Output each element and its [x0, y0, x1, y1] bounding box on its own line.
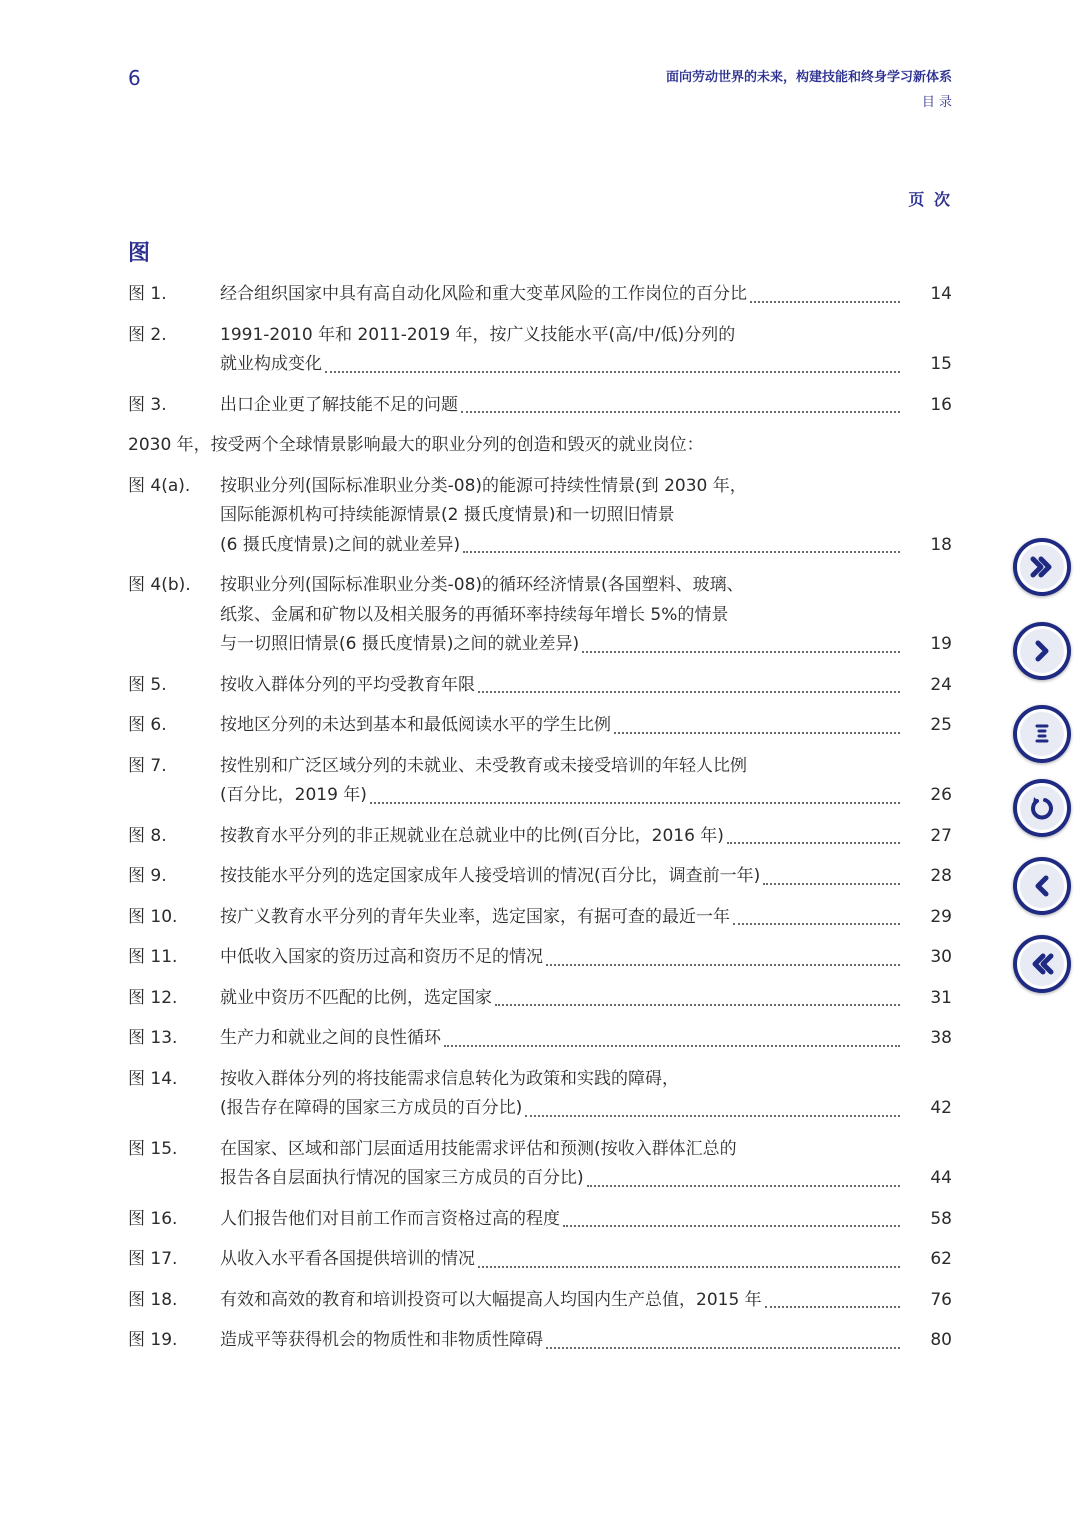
figure-title-line: 中低收入国家的资历过高和资历不足的情况 [220, 947, 543, 967]
dot-leader [495, 1002, 900, 1006]
toc-entry[interactable] [128, 671, 952, 701]
dot-leader [525, 1113, 900, 1117]
page-ref[interactable]: 28 [930, 866, 952, 886]
figure-title-line: (6 摄氏度情景)之间的就业差异) [220, 534, 461, 555]
figure-label: 图 4(b). [128, 575, 191, 595]
figure-label: 图 6. [128, 715, 167, 735]
page-column-label: 页 次 [908, 190, 952, 209]
figure-title-line: 按教育水平分列的非正规就业在总就业中的比例(百分比，2016 年) [220, 825, 724, 846]
dot-leader [587, 1183, 900, 1187]
figure-title-line: 与一切照旧情景(6 摄氏度情景)之间的就业差异) [220, 634, 580, 654]
figure-title-line: 就业中资历不匹配的比例，选定国家 [220, 987, 492, 1008]
dot-leader [614, 730, 900, 734]
figure-title-line: 按收入群体分列的将技能需求信息转化为政策和实践的障碍， [220, 1068, 679, 1089]
double-chevron-right-icon [1026, 551, 1058, 583]
page-ref[interactable]: 76 [930, 1289, 952, 1310]
figure-title-line: 按职业分列(国际标准职业分类-08)的循环经济情景(各国塑料、玻璃、 [220, 575, 744, 595]
figure-title-line: 按地区分列的未达到基本和最低阅读水平的学生比例 [220, 715, 611, 735]
dot-leader [546, 962, 900, 966]
figure-title-line: 出口企业更了解技能不足的问题 [220, 394, 458, 415]
page-ref[interactable]: 29 [930, 906, 952, 927]
table-of-contents-button[interactable] [1013, 705, 1071, 763]
figure-title-line: 报告各自层面执行情况的国家三方成员的百分比) [220, 1168, 584, 1188]
toc-group-note: 2030 年，按受两个全球情景影响最大的职业分列的创造和毁灭的就业岗位： [128, 435, 704, 455]
dot-leader [750, 299, 900, 303]
toc-entry[interactable] [128, 1245, 952, 1275]
dot-leader [546, 1345, 900, 1349]
page-ref[interactable]: 58 [930, 1208, 952, 1229]
dot-leader [727, 840, 900, 844]
toc-entry[interactable] [128, 984, 952, 1014]
dot-leader [478, 1264, 900, 1268]
chevron-left-icon [1026, 870, 1058, 902]
figure-label: 图 5. [128, 674, 167, 695]
dot-leader [582, 649, 900, 653]
figure-label: 图 2. [128, 324, 167, 345]
figure-label: 图 8. [128, 825, 167, 846]
dot-leader [370, 800, 900, 804]
page-ref[interactable]: 26 [930, 785, 952, 805]
toc-entry[interactable] [128, 1326, 952, 1356]
page-ref[interactable]: 38 [930, 1028, 952, 1048]
figure-title-line: 经合组织国家中具有高自动化风险和重大变革风险的工作岗位的百分比 [220, 284, 747, 304]
section-title: 图 [128, 241, 151, 266]
figure-title-line: (百分比，2019 年) [220, 785, 367, 805]
dot-leader [733, 921, 900, 925]
figure-label: 图 17. [128, 1249, 178, 1269]
figure-label: 图 9. [128, 866, 167, 886]
page-ref[interactable]: 80 [930, 1330, 952, 1350]
page-ref[interactable]: 30 [930, 947, 952, 967]
figure-title-line: 按性别和广泛区域分列的未就业、未受教育或未接受培训的年轻人比例 [220, 755, 747, 776]
figure-title-line: 按广义教育水平分列的青年失业率，选定国家，有据可查的最近一年 [220, 906, 730, 927]
toc-entry[interactable] [128, 1286, 952, 1316]
figure-title-line: 纸浆、金属和矿物以及相关服务的再循环率持续每年增长 5%的情景 [220, 604, 729, 625]
header-subtitle: 目 录 [921, 95, 952, 110]
figure-title-line: 人们报告他们对目前工作而言资格过高的程度 [220, 1208, 560, 1229]
figure-label: 图 12. [128, 987, 178, 1008]
dot-leader [478, 689, 900, 693]
figure-title-line: 有效和高效的教育和培训投资可以大幅提高人均国内生产总值，2015 年 [220, 1289, 762, 1310]
return-icon [1026, 792, 1058, 824]
toc-entry[interactable] [128, 862, 952, 892]
figure-title-line: 就业构成变化 [220, 354, 322, 374]
figure-title-line: 按技能水平分列的选定国家成年人接受培训的情况(百分比，调查前一年) [220, 866, 761, 886]
dot-leader [765, 1304, 900, 1308]
page-ref[interactable]: 62 [930, 1249, 952, 1269]
toc-entry[interactable] [128, 903, 952, 933]
double-chevron-left-icon [1026, 948, 1058, 980]
figure-list [128, 280, 952, 1367]
next-page-button[interactable] [1013, 622, 1071, 680]
figure-label: 图 1. [128, 284, 167, 304]
page-ref[interactable]: 15 [930, 354, 952, 374]
figure-label: 图 3. [128, 394, 167, 415]
dot-leader [444, 1043, 900, 1047]
figure-title-line: 1991-2010 年和 2011-2019 年，按广义技能水平(高/中/低)分列的 [220, 324, 736, 345]
dot-leader [463, 549, 900, 553]
page-ref[interactable]: 19 [930, 634, 952, 654]
toc-entry[interactable] [128, 1205, 952, 1235]
page-ref[interactable]: 27 [930, 825, 952, 846]
figure-label: 图 10. [128, 906, 178, 927]
page-ref[interactable]: 25 [930, 715, 952, 735]
toc-entry[interactable] [128, 1024, 952, 1054]
toc-entry[interactable] [128, 391, 952, 421]
page-ref[interactable]: 16 [930, 394, 952, 415]
toc-entry[interactable] [128, 752, 952, 811]
page-number: 6 [128, 66, 141, 90]
chevron-right-icon [1026, 635, 1058, 667]
figure-title-line: 按职业分列(国际标准职业分类-08)的能源可持续性情景(到 2030 年， [220, 475, 747, 496]
toc-entry[interactable] [128, 711, 952, 741]
first-page-button[interactable] [1013, 935, 1071, 993]
toc-entry[interactable] [128, 321, 952, 380]
figure-title-line: 国际能源机构可持续能源情景(2 摄氏度情景)和一切照旧情景 [220, 505, 675, 525]
figure-label: 图 18. [128, 1289, 178, 1310]
header-title: 面向劳动世界的未来，构建技能和终身学习新体系 [665, 70, 952, 85]
figure-title-line: (报告存在障碍的国家三方成员的百分比) [220, 1098, 523, 1118]
toc-entry[interactable] [128, 1135, 952, 1194]
dot-leader [563, 1223, 900, 1227]
figure-title-line: 按收入群体分列的平均受教育年限 [220, 674, 475, 695]
figure-label: 图 16. [128, 1208, 178, 1229]
toc-entry[interactable] [128, 822, 952, 852]
previous-page-button[interactable] [1013, 857, 1071, 915]
last-page-button[interactable] [1013, 538, 1071, 596]
figure-label: 图 19. [128, 1330, 178, 1350]
figure-label: 图 15. [128, 1138, 178, 1159]
page-ref[interactable]: 44 [930, 1168, 952, 1188]
toc-entry[interactable] [128, 280, 952, 310]
page-ref[interactable]: 18 [930, 534, 952, 555]
figure-title-line: 造成平等获得机会的物质性和非物质性障碍 [220, 1330, 543, 1350]
figure-title-line: 从收入水平看各国提供培训的情况 [220, 1249, 475, 1269]
figure-title-line: 生产力和就业之间的良性循环 [220, 1028, 441, 1048]
dot-leader [461, 409, 900, 413]
dot-leader [763, 881, 900, 885]
figure-title-line: 在国家、区域和部门层面适用技能需求评估和预测(按收入群体汇总的 [220, 1138, 737, 1159]
toc-entry[interactable] [128, 472, 952, 561]
figure-label: 图 14. [128, 1068, 178, 1089]
page-ref[interactable]: 14 [930, 284, 952, 304]
dot-leader [325, 369, 900, 373]
toc-entry[interactable] [128, 943, 952, 973]
figure-label: 图 13. [128, 1028, 178, 1048]
toc-entry[interactable] [128, 571, 952, 660]
figure-label: 图 11. [128, 947, 178, 967]
page-ref[interactable]: 24 [930, 674, 952, 695]
toc-entry[interactable] [128, 1065, 952, 1124]
page-ref[interactable]: 31 [930, 987, 952, 1008]
list-icon [1026, 718, 1058, 750]
back-button[interactable] [1013, 779, 1071, 837]
figure-label: 图 4(a). [128, 475, 191, 496]
page-ref[interactable]: 42 [930, 1098, 952, 1118]
figure-label: 图 7. [128, 755, 167, 776]
